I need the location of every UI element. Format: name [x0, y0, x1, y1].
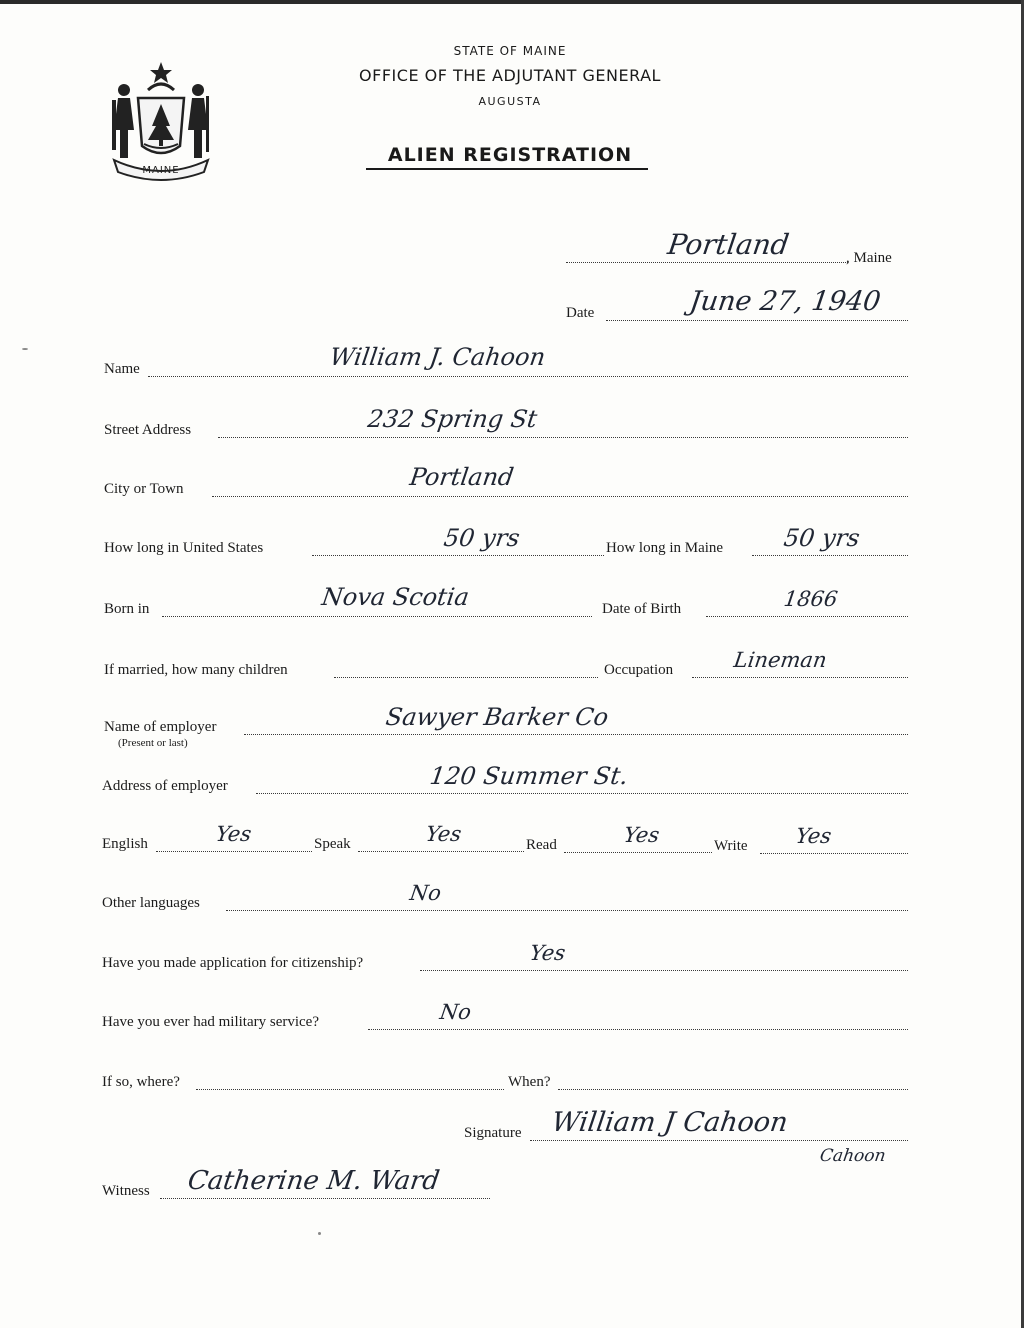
if-so-where-label: If so, where? — [102, 1074, 180, 1090]
when-line — [558, 1089, 908, 1090]
how-long-maine-line — [752, 555, 908, 556]
scan-speck — [318, 1232, 321, 1235]
date-of-birth-label: Date of Birth — [602, 601, 682, 617]
city-label: City or Town — [104, 481, 184, 497]
name-label: Name — [104, 361, 140, 377]
date-label: Date — [566, 305, 595, 321]
header-office: OFFICE OF THE ADJUTANT GENERAL — [359, 66, 661, 85]
speak-line — [358, 851, 524, 852]
how-long-maine-label: How long in Maine — [606, 540, 724, 556]
header-city: AUGUSTA — [478, 95, 542, 108]
date-of-birth-value: 1866 — [782, 587, 840, 611]
how-long-us-label: How long in United States — [104, 540, 264, 556]
citizenship-value: Yes — [528, 941, 567, 965]
employer-name-sublabel: (Present or last) — [118, 737, 188, 749]
signature-annotation: Cahoon — [818, 1146, 887, 1166]
if-so-where-line — [196, 1089, 504, 1090]
name-value: William J. Cahoon — [328, 343, 548, 371]
place-value: Portland — [665, 228, 792, 261]
military-service-line — [368, 1029, 908, 1030]
name-line — [148, 376, 908, 377]
write-line — [760, 853, 908, 854]
witness-line — [160, 1198, 490, 1199]
city-line — [212, 496, 908, 497]
maine-state-seal-icon — [108, 60, 214, 182]
date-line — [606, 320, 908, 321]
when-label: When? — [508, 1074, 551, 1090]
witness-label: Witness — [102, 1183, 150, 1199]
write-label: Write — [714, 838, 748, 854]
children-label: If married, how many children — [104, 662, 288, 678]
military-service-value: No — [438, 1000, 473, 1024]
speak-label: Speak — [314, 836, 351, 852]
read-value: Yes — [622, 823, 661, 847]
occupation-label: Occupation — [604, 662, 674, 678]
city-value: Portland — [408, 463, 516, 491]
occupation-line — [692, 677, 908, 678]
date-value: June 27, 1940 — [687, 286, 883, 317]
citizenship-line — [420, 970, 908, 971]
english-value: Yes — [214, 822, 253, 846]
employer-name-value: Sawyer Barker Co — [384, 703, 611, 731]
form-title: ALIEN REGISTRATION — [387, 144, 633, 166]
signature-line — [530, 1140, 908, 1141]
how-long-us-line — [312, 555, 604, 556]
english-label: English — [102, 836, 148, 852]
speak-value: Yes — [424, 822, 463, 846]
born-in-label: Born in — [104, 601, 150, 617]
title-underline — [366, 168, 648, 170]
place-line — [566, 262, 848, 263]
employer-name-line — [244, 734, 908, 735]
employer-name-label: Name of employer — [104, 719, 217, 735]
street-address-value: 232 Spring St — [366, 405, 539, 433]
read-line — [564, 852, 712, 853]
place-suffix: , Maine — [846, 250, 892, 266]
born-in-value: Nova Scotia — [320, 583, 471, 611]
occupation-value: Lineman — [732, 648, 829, 672]
employer-address-line — [256, 793, 908, 794]
scan-edge-top — [0, 0, 1024, 4]
date-of-birth-line — [706, 616, 908, 617]
employer-address-value: 120 Summer St. — [428, 762, 630, 790]
other-languages-line — [226, 910, 908, 911]
other-languages-label: Other languages — [102, 895, 200, 911]
english-line — [156, 851, 312, 852]
children-line — [334, 677, 598, 678]
other-languages-value: No — [408, 881, 443, 905]
citizenship-label: Have you made application for citizenship? — [102, 955, 364, 971]
witness-value: Catherine M. Ward — [185, 1166, 442, 1196]
write-value: Yes — [794, 824, 833, 848]
how-long-us-value: 50 yrs — [442, 524, 522, 552]
street-address-label: Street Address — [104, 422, 192, 438]
employer-address-label: Address of employer — [102, 778, 228, 794]
born-in-line — [162, 616, 592, 617]
svg-text:MAINE: MAINE — [142, 165, 180, 176]
signature-label: Signature — [464, 1125, 522, 1141]
header-state: STATE OF MAINE — [453, 44, 567, 58]
military-service-label: Have you ever had military service? — [102, 1014, 319, 1030]
read-label: Read — [526, 837, 557, 853]
signature-value: William J Cahoon — [549, 1107, 790, 1138]
how-long-maine-value: 50 yrs — [782, 524, 862, 552]
scan-speck — [22, 348, 28, 350]
street-address-line — [218, 437, 908, 438]
